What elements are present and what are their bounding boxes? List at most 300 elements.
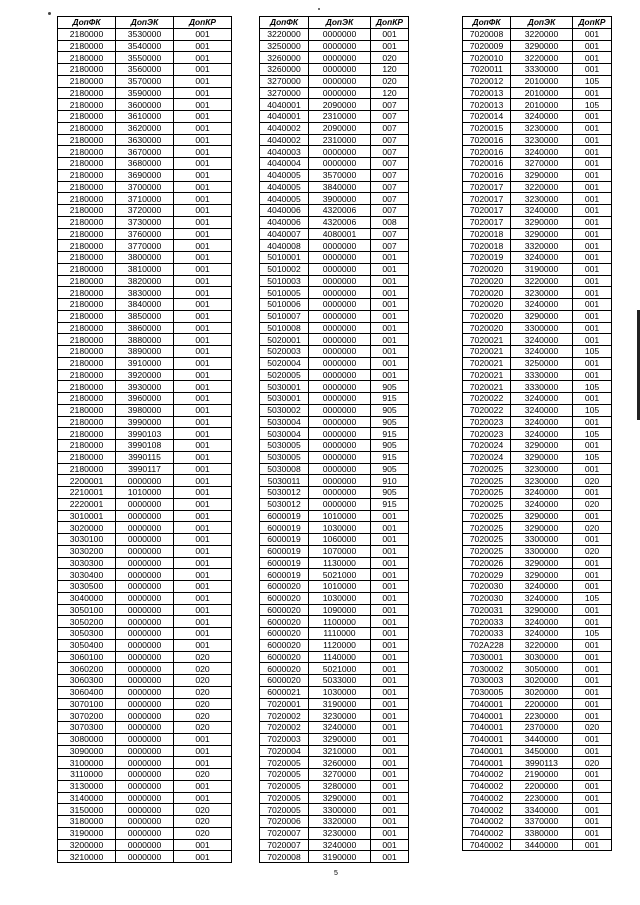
dopek-cell: 3370000 [511,816,573,828]
dopek-cell: 3290000 [511,169,573,181]
dopek-cell: 0000000 [309,428,371,440]
dopek-cell: 3240000 [511,428,573,440]
dopek-cell: 0000000 [309,369,371,381]
table-row [58,675,232,687]
dopfk-cell: 7020011 [463,64,511,76]
dopkr-cell: 001 [174,545,232,557]
table-row [463,134,612,146]
dopfk-cell: 7020002 [260,710,309,722]
dopkr-cell: 001 [371,322,409,334]
dopfk-cell: 5010003 [260,275,309,287]
dopek-cell: 3220000 [511,52,573,64]
dopfk-cell: 2180000 [58,440,116,452]
dopfk-cell: 7020026 [463,557,511,569]
dopek-cell: 0000000 [116,827,174,839]
dopfk-cell: 7030003 [463,675,511,687]
dopek-cell: 3280000 [309,780,371,792]
dopkr-cell: 001 [371,545,409,557]
table-row [260,792,409,804]
dopfk-cell: 5030001 [260,393,309,405]
dopfk-cell: 3270000 [260,75,309,87]
dopfk-cell: 2180000 [58,428,116,440]
dopfk-cell: 3190000 [58,827,116,839]
dopfk-cell: 2180000 [58,134,116,146]
dopek-cell: 2190000 [511,769,573,781]
table-row [463,87,612,99]
dopkr-cell: 001 [174,745,232,757]
table-row [58,322,232,334]
dopkr-cell: 001 [573,604,612,616]
dopek-cell: 5021000 [309,569,371,581]
dopkr-cell: 001 [174,616,232,628]
dopkr-cell: 001 [573,287,612,299]
dopfk-cell: 7020013 [463,99,511,111]
dopfk-cell: 5010006 [260,299,309,311]
table-row [58,545,232,557]
dopfk-cell: 6000020 [260,639,309,651]
dopek-cell: 0000000 [116,616,174,628]
dopek-cell: 3290000 [511,557,573,569]
dopek-cell: 3250000 [511,357,573,369]
dopfk-cell: 3050400 [58,639,116,651]
table-row [260,146,409,158]
dopek-cell: 3290000 [511,569,573,581]
dopkr-cell: 001 [573,275,612,287]
dopfk-cell: 6000020 [260,651,309,663]
dopfk-cell: 2180000 [58,310,116,322]
dopfk-cell: 7020005 [260,792,309,804]
dopkr-cell: 007 [371,193,409,205]
dopek-cell: 3230000 [511,134,573,146]
table-row [58,639,232,651]
dopkr-cell: 001 [174,839,232,851]
dopfk-cell: 7020010 [463,52,511,64]
dopkr-cell: 001 [371,663,409,675]
dopek-cell: 3990000 [116,416,174,428]
table-row [58,393,232,405]
table-row [260,428,409,440]
table-row [58,804,232,816]
table-row [463,663,612,675]
dopek-cell: 3610000 [116,111,174,123]
dopek-cell: 3760000 [116,228,174,240]
dopkr-cell: 001 [371,287,409,299]
dopkr-cell: 001 [174,158,232,170]
dopek-cell: 3300000 [309,804,371,816]
dopkr-cell: 001 [371,28,409,40]
dopfk-cell: 3060200 [58,663,116,675]
dopfk-cell: 7040002 [463,839,511,851]
dopfk-cell: 6000019 [260,510,309,522]
table-row [58,169,232,181]
table-row [463,275,612,287]
table-row [463,169,612,181]
dopek-cell: 0000000 [309,87,371,99]
dopkr-cell: 001 [573,804,612,816]
dopek-cell: 3290000 [309,733,371,745]
dopek-cell: 0000000 [309,334,371,346]
dopkr-cell: 905 [371,487,409,499]
header-dopek: ДопЭК [309,17,371,29]
dopek-cell: 3290000 [309,792,371,804]
dopfk-cell: 2180000 [58,299,116,311]
dopkr-cell: 001 [174,287,232,299]
dopek-cell: 3330000 [511,381,573,393]
dopkr-cell: 105 [573,428,612,440]
dopfk-cell: 2180000 [58,275,116,287]
dopfk-cell: 7020021 [463,369,511,381]
table-row [58,357,232,369]
dopkr-cell: 001 [174,522,232,534]
dopkr-cell: 020 [174,827,232,839]
table-row [58,181,232,193]
table-row [463,357,612,369]
header-dopek: ДопЭК [116,17,174,29]
dopfk-cell: 2180000 [58,369,116,381]
table-row [260,99,409,111]
dopek-cell: 3550000 [116,52,174,64]
dopek-cell: 3540000 [116,40,174,52]
dopek-cell: 2200000 [511,780,573,792]
dopek-cell: 2090000 [309,99,371,111]
table-row [463,28,612,40]
dopek-cell: 3230000 [309,827,371,839]
dopfk-cell: 2180000 [58,146,116,158]
dopkr-cell: 001 [573,581,612,593]
dopek-cell: 0000000 [116,510,174,522]
dopek-cell: 3290000 [511,510,573,522]
dopkr-cell: 007 [371,181,409,193]
table-header [260,17,409,29]
dopek-cell: 3800000 [116,252,174,264]
dopkr-cell: 001 [174,64,232,76]
table-row [58,252,232,264]
dopkr-cell: 001 [174,639,232,651]
table-row [463,322,612,334]
dopkr-cell: 105 [573,404,612,416]
dopfk-cell: 7020005 [260,757,309,769]
dopek-cell: 3990103 [116,428,174,440]
dopfk-cell: 2180000 [58,181,116,193]
dopkr-cell: 008 [371,216,409,228]
dopkr-cell: 001 [573,64,612,76]
dopek-cell: 3240000 [511,498,573,510]
dopek-cell: 3240000 [511,592,573,604]
dopek-cell: 3030000 [511,651,573,663]
dopkr-cell: 105 [573,451,612,463]
dopek-cell: 0000000 [116,628,174,640]
dopfk-cell: 7020033 [463,628,511,640]
dopfk-cell: 4040005 [260,193,309,205]
table-row [58,722,232,734]
dopfk-cell: 7020014 [463,111,511,123]
dopek-cell: 0000000 [116,639,174,651]
dopkr-cell: 001 [371,792,409,804]
dopek-cell: 3230000 [511,475,573,487]
dopek-cell: 3440000 [511,733,573,745]
table-row [58,816,232,828]
table-row [463,757,612,769]
table-row [260,134,409,146]
table-row [260,616,409,628]
dopkr-cell: 001 [371,827,409,839]
dopfk-cell: 7020020 [463,310,511,322]
dopkr-cell: 001 [174,169,232,181]
dopfk-cell: 4040006 [260,205,309,217]
dopek-cell: 3680000 [116,158,174,170]
dopfk-cell: 2180000 [58,40,116,52]
dopek-cell: 3930000 [116,381,174,393]
table-row [58,158,232,170]
dopfk-cell: 7020023 [463,428,511,440]
dopkr-cell: 915 [371,451,409,463]
dopek-cell: 0000000 [116,592,174,604]
table-row [260,275,409,287]
table-row [260,404,409,416]
header-dopfk: ДопФК [58,17,116,29]
dopfk-cell: 7020025 [463,534,511,546]
dopkr-cell: 001 [573,299,612,311]
dopek-cell: 0000000 [309,40,371,52]
dopfk-cell: 6000019 [260,569,309,581]
table-row [463,569,612,581]
dopkr-cell: 001 [371,604,409,616]
table-row [463,428,612,440]
table-row [463,604,612,616]
dopek-cell: 3240000 [309,722,371,734]
dopkr-cell: 007 [371,205,409,217]
dopkr-cell: 001 [371,40,409,52]
dopkr-cell: 001 [371,299,409,311]
dopek-cell: 2010000 [511,99,573,111]
dopfk-cell: 5030012 [260,498,309,510]
table-row [58,205,232,217]
dopfk-cell: 6000019 [260,557,309,569]
dopek-cell: 3770000 [116,240,174,252]
dopfk-cell: 3260000 [260,64,309,76]
table-row [58,40,232,52]
dopek-cell: 0000000 [116,769,174,781]
dopek-cell: 3020000 [511,686,573,698]
dopek-cell: 2230000 [511,792,573,804]
dopfk-cell: 2180000 [58,416,116,428]
dopfk-cell: 7020029 [463,569,511,581]
table-row [58,216,232,228]
dopek-cell: 0000000 [116,733,174,745]
table-row [58,369,232,381]
dopfk-cell: 2180000 [58,334,116,346]
dopek-cell: 3380000 [511,827,573,839]
dopkr-cell: 001 [573,216,612,228]
dopek-cell: 3720000 [116,205,174,217]
dopfk-cell: 7020024 [463,451,511,463]
dopkr-cell: 105 [573,628,612,640]
dopfk-cell: 7040001 [463,757,511,769]
table-row [260,40,409,52]
dopfk-cell: 7020015 [463,122,511,134]
dopkr-cell: 001 [573,181,612,193]
dopkr-cell: 001 [174,463,232,475]
table-row [260,651,409,663]
dopek-cell: 0000000 [116,498,174,510]
table-row [463,252,612,264]
table-row [58,628,232,640]
table-row [260,228,409,240]
dopkr-cell: 001 [174,334,232,346]
dopek-cell: 3290000 [511,604,573,616]
dopkr-cell: 001 [371,639,409,651]
dopfk-cell: 4040001 [260,111,309,123]
table-row [260,769,409,781]
dopek-cell: 0000000 [116,757,174,769]
dopfk-cell: 7040002 [463,769,511,781]
dopek-cell: 2200000 [511,698,573,710]
dopfk-cell: 702A228 [463,639,511,651]
dopkr-cell: 001 [174,498,232,510]
dopkr-cell: 001 [573,534,612,546]
dopkr-cell: 001 [371,722,409,734]
dopkr-cell: 001 [174,299,232,311]
dopkr-cell: 001 [573,369,612,381]
table-row [58,839,232,851]
table-row [260,780,409,792]
dopfk-cell: 7040002 [463,827,511,839]
table-row [260,557,409,569]
dopkr-cell: 001 [573,169,612,181]
table-row [260,522,409,534]
table-row [260,205,409,217]
dopfk-cell: 2180000 [58,158,116,170]
table-row [463,334,612,346]
dopfk-cell: 7020023 [463,416,511,428]
dopfk-cell: 5010001 [260,252,309,264]
dopkr-cell: 020 [573,545,612,557]
scan-speck [48,12,51,15]
table-row [260,169,409,181]
table-row [463,675,612,687]
dopfk-cell: 2180000 [58,169,116,181]
dopfk-cell: 5030005 [260,440,309,452]
dopek-cell: 3600000 [116,99,174,111]
dopkr-cell: 915 [371,428,409,440]
dopek-cell: 1070000 [309,545,371,557]
dopkr-cell: 001 [573,440,612,452]
dopfk-cell: 5030004 [260,416,309,428]
dopek-cell: 3190000 [309,698,371,710]
dopfk-cell: 7040001 [463,745,511,757]
table-row [260,698,409,710]
dopek-cell: 0000000 [309,404,371,416]
table-row [58,686,232,698]
dopkr-cell: 001 [573,28,612,40]
dopek-cell: 1010000 [309,581,371,593]
dopkr-cell: 001 [174,569,232,581]
dopkr-cell: 020 [174,651,232,663]
dopek-cell: 3240000 [309,839,371,851]
dopfk-cell: 7020024 [463,440,511,452]
dopfk-cell: 7020016 [463,158,511,170]
dopek-cell: 3850000 [116,310,174,322]
table-row [463,310,612,322]
table-row [260,357,409,369]
dopkr-cell: 001 [573,263,612,275]
dopfk-cell: 4040008 [260,240,309,252]
table-row [58,134,232,146]
dopek-cell: 3270000 [511,158,573,170]
dopfk-cell: 3050300 [58,628,116,640]
dopkr-cell: 020 [174,804,232,816]
dopfk-cell: 3060400 [58,686,116,698]
table-row [260,710,409,722]
dopek-cell: 3300000 [511,545,573,557]
dopfk-cell: 7020012 [463,75,511,87]
dopfk-cell: 6000020 [260,616,309,628]
table-row [463,205,612,217]
dopkr-cell: 001 [174,851,232,863]
dopfk-cell: 5020003 [260,346,309,358]
dopek-cell: 0000000 [116,569,174,581]
dopek-cell: 2310000 [309,111,371,123]
dopek-cell: 1120000 [309,639,371,651]
table-row [463,440,612,452]
dopfk-cell: 7020008 [463,28,511,40]
dopek-cell: 3210000 [309,745,371,757]
dopkr-cell: 001 [174,216,232,228]
dopkr-cell: 001 [174,52,232,64]
table-row [260,64,409,76]
dopkr-cell: 007 [371,228,409,240]
dopfk-cell: 7020025 [463,545,511,557]
table-row [58,792,232,804]
dopfk-cell: 7020004 [260,745,309,757]
table-row [463,780,612,792]
table-row [463,99,612,111]
table-row [260,240,409,252]
dopek-cell: 3050000 [511,663,573,675]
dopek-cell: 0000000 [309,498,371,510]
dopfk-cell: 2180000 [58,463,116,475]
table-row [58,569,232,581]
dopek-cell: 0000000 [309,463,371,475]
table-row [463,122,612,134]
table-row [58,299,232,311]
dopfk-cell: 7020025 [463,498,511,510]
dopfk-cell: 7020002 [260,722,309,734]
dopfk-cell: 3110000 [58,769,116,781]
dopfk-cell: 7020021 [463,357,511,369]
dopek-cell: 3290000 [511,40,573,52]
dopkr-cell: 007 [371,111,409,123]
table-row [463,628,612,640]
dopkr-cell: 001 [573,780,612,792]
dopek-cell: 0000000 [116,780,174,792]
dopfk-cell: 6000020 [260,604,309,616]
dopkr-cell: 001 [573,663,612,675]
dopek-cell: 3330000 [511,369,573,381]
table-row [58,498,232,510]
table-row [463,839,612,851]
dopfk-cell: 3100000 [58,757,116,769]
dopek-cell: 3300000 [511,534,573,546]
dopfk-cell: 3030500 [58,581,116,593]
dopek-cell: 2230000 [511,710,573,722]
dopkr-cell: 001 [174,228,232,240]
table-row [260,498,409,510]
dopkr-cell: 001 [371,616,409,628]
dopfk-cell: 4040003 [260,146,309,158]
dopfk-cell: 3030200 [58,545,116,557]
dopfk-cell: 7020021 [463,334,511,346]
